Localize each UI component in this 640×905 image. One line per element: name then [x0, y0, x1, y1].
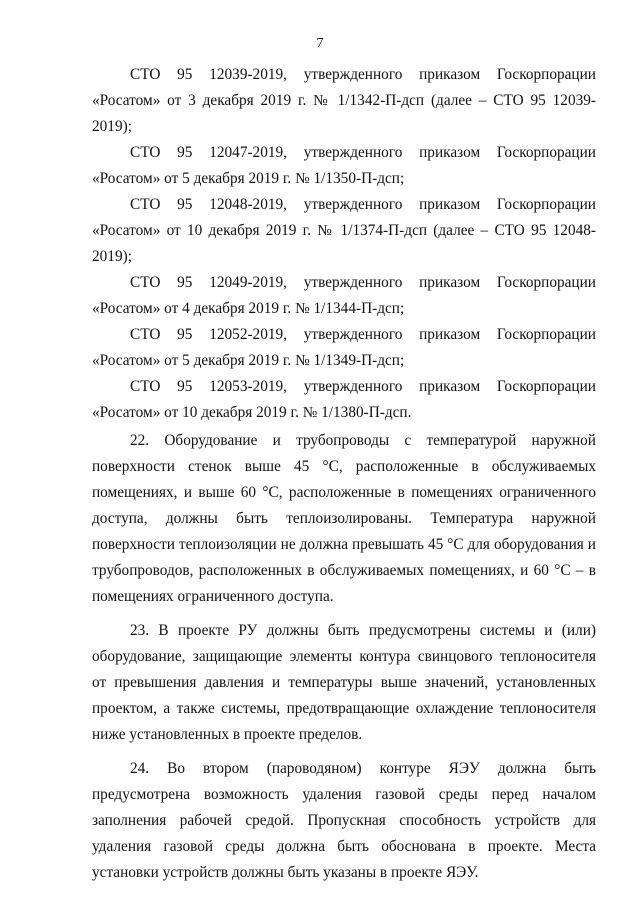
- paragraph-23: 23. В проекте РУ должны быть предусмотрены системы и (или) оборудование, защищающие элементы контура свинцового теплоносителя от превышения давления и температуры выше значений, установленных проектом, а также системы, предотвращающие охлаждение теплоносителя ниже установленных в проекте пределов.: [92, 622, 596, 743]
- standard-ref: СТО 95 12052-2019, утвержденного приказом Госкорпорации: [130, 326, 596, 343]
- standard-ref: СТО 95 12039-2019, утвержденного приказом Госкорпорации: [130, 66, 596, 83]
- standard-details: «Росатом» от 10 декабря 2019 г. № 1/1380-П-дсп.: [92, 404, 412, 421]
- standard-details: «Росатом» от 5 декабря 2019 г. № 1/1350-П-дсп;: [92, 170, 405, 187]
- standard-item: [92, 322, 596, 374]
- paragraph-24: 24. Во втором (пароводяном) контуре ЯЭУ должна быть предусмотрена возможность удаления газовой среды перед началом заполнения рабочей средой. Пропускная способность устройств для удаления газовой среды должна быть обоснована в проекте. Места установки устройств должны быть указаны в проекте ЯЭУ.: [92, 760, 596, 881]
- standard-details: «Росатом» от 3 декабря 2019 г. № 1/1342-П-дсп (далее – СТО 95 12039-2019);: [92, 92, 596, 135]
- page-number: 7: [316, 36, 324, 51]
- standard-ref: СТО 95 12049-2019, утвержденного приказом Госкорпорации: [130, 274, 596, 291]
- standard-item: [92, 62, 596, 140]
- standard-item: [92, 374, 596, 426]
- standard-ref: СТО 95 12048-2019, утвержденного приказом Госкорпорации: [130, 196, 596, 213]
- standard-ref: СТО 95 12047-2019, утвержденного приказом Госкорпорации: [130, 144, 596, 161]
- standard-details: «Росатом» от 5 декабря 2019 г. № 1/1349-П-дсп;: [92, 352, 405, 369]
- standard-details: «Росатом» от 4 декабря 2019 г. № 1/1344-П-дсп;: [92, 300, 405, 317]
- standard-ref: СТО 95 12053-2019, утвержденного приказом Госкорпорации: [130, 378, 596, 395]
- paragraph-22: 22. Оборудование и трубопроводы с температурой наружной поверхности стенок выше 45 °С, расположенные в обслуживаемых помещениях, и выше 60 °С, расположенные в помещениях ограниченного доступа, должны быть теплоизолированы. Температура наружной поверхности теплоизоляции не должна превышать 45 °С для оборудования и трубопроводов, расположенных в обслуживаемых помещениях, и 60 °С – в помещениях ограниченного доступа.: [92, 432, 596, 605]
- standard-item: [92, 270, 596, 322]
- standard-item: [92, 140, 596, 192]
- document-body: [92, 62, 596, 886]
- standard-item: [92, 192, 596, 270]
- standard-details: «Росатом» от 10 декабря 2019 г. № 1/1374-П-дсп (далее – СТО 95 12048-2019);: [92, 222, 596, 265]
